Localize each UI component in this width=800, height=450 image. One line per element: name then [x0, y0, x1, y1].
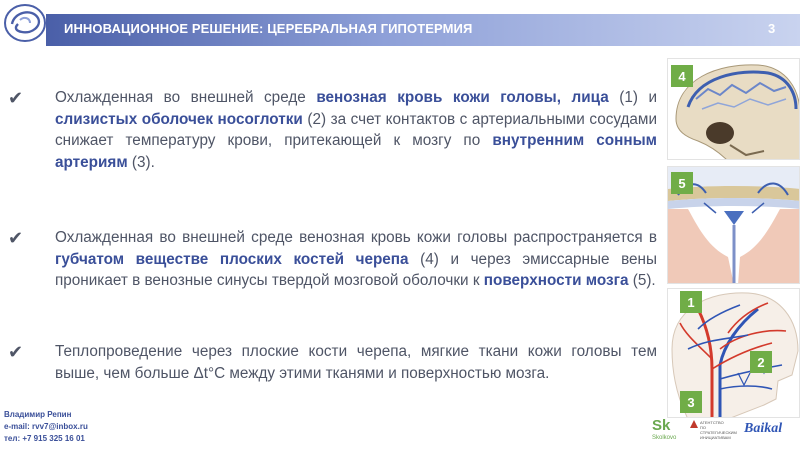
author-name: Владимир Репин — [4, 410, 72, 419]
asi-logo — [690, 420, 736, 440]
checkmark-icon: ✔ — [8, 88, 24, 108]
meninges-illustration — [667, 166, 800, 284]
text-segment: Охлажденная во внешней среде венозная кровь кожи головы распространяется в — [55, 229, 657, 246]
corner-logo — [0, 0, 52, 48]
bold-segment: венозная кровь кожи головы, лица — [316, 89, 609, 106]
skolkovo-logo — [652, 418, 682, 448]
badge-4: 4 — [671, 65, 693, 87]
text-segment: (5). — [628, 272, 656, 290]
asi-text-2: ПО СТРАТЕГИЧЕСКИМ — [700, 425, 737, 435]
bold-segment: поверхности мозга — [483, 272, 629, 290]
badge-2: 2 — [750, 351, 772, 373]
text-segment: (1) и — [608, 89, 657, 106]
asi-text-3: ИНИЦИАТИВАМ — [700, 435, 731, 440]
badge-5: 5 — [671, 172, 693, 194]
text-segment: (4) и через эмиссарные вены проникает в венозные синусы твердой мозговой оболочки к — [55, 250, 657, 290]
bold-segment: слизистых оболочек носоглотки — [55, 110, 303, 128]
vasculature-illustration — [667, 288, 800, 418]
skolkovo-mark: Sk — [652, 417, 671, 434]
brain-logo-icon — [0, 0, 50, 46]
slide-number: 3 — [768, 21, 776, 36]
bullet-paragraph-3 — [55, 341, 657, 384]
skolkovo-text: Skolkovo — [652, 435, 677, 441]
skull-illustration — [667, 58, 800, 160]
bold-segment: губчатом веществе плоских костей черепа — [55, 250, 409, 268]
author-contacts — [4, 409, 88, 445]
asi-text-1: АГЕНТСТВО — [700, 420, 724, 425]
badge-1: 1 — [680, 291, 702, 313]
text-segment: Охлажденная во внешней среде — [55, 89, 317, 106]
badge-3: 3 — [680, 391, 702, 413]
bold-segment: внутренним сонным артериям — [55, 132, 657, 171]
baikal-text: Baikal — [744, 421, 783, 436]
text-segment: (3). — [127, 153, 155, 171]
slide-title: ИННОВАЦИОННОЕ РЕШЕНИЕ: ЦЕРЕБРАЛЬНАЯ ГИПОТЕРМИЯ — [64, 21, 473, 36]
author-email[interactable]: e-mail: rvv7@inbox.ru — [4, 422, 88, 431]
asi-mark-icon — [690, 420, 698, 428]
baikal-logo — [744, 420, 798, 438]
text-segment: Теплопроведение через плоские кости черепа, мягкие ткани кожи головы тем выше, чем больше Δt°C между этими тканями и поверхностью мозга. — [55, 343, 657, 382]
text-segment: (2) за счет контактов с артериальными сосудами снижает температуру крови, притекающей к мозгу по — [55, 110, 657, 150]
checkmark-icon: ✔ — [8, 228, 24, 248]
bullet-paragraph-1 — [55, 87, 657, 173]
bullet-paragraph-2 — [55, 227, 657, 292]
checkmark-icon: ✔ — [8, 342, 24, 362]
author-phone: тел: +7 915 325 16 01 — [4, 434, 85, 443]
